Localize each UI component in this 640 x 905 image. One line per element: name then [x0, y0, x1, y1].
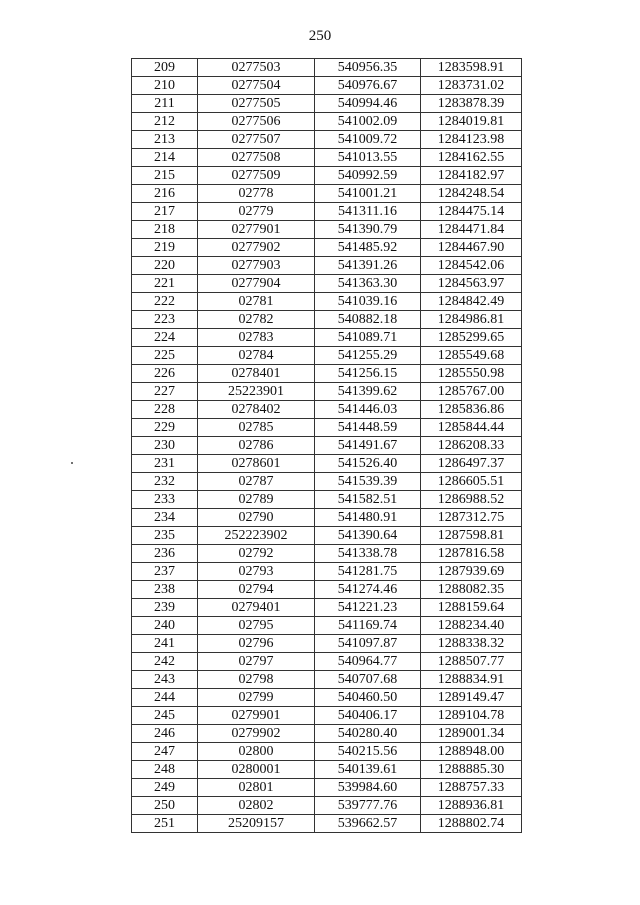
y-coordinate-cell: 1283598.91: [421, 59, 522, 77]
row-number-cell: 246: [132, 725, 198, 743]
x-coordinate-cell: 539662.57: [315, 815, 421, 833]
point-code-cell: 0278401: [198, 365, 315, 383]
row-number-cell: 247: [132, 743, 198, 761]
x-coordinate-cell: 541582.51: [315, 491, 421, 509]
y-coordinate-cell: 1284842.49: [421, 293, 522, 311]
x-coordinate-cell: 541391.26: [315, 257, 421, 275]
row-number-cell: 222: [132, 293, 198, 311]
y-coordinate-cell: 1284123.98: [421, 131, 522, 149]
x-coordinate-cell: 540956.35: [315, 59, 421, 77]
x-coordinate-cell: 541311.16: [315, 203, 421, 221]
x-coordinate-cell: 541001.21: [315, 185, 421, 203]
table-row: [132, 419, 522, 437]
point-code-cell: 02795: [198, 617, 315, 635]
point-code-cell: 02778: [198, 185, 315, 203]
point-code-cell: 252223902: [198, 527, 315, 545]
table-row: [132, 365, 522, 383]
row-number-cell: 232: [132, 473, 198, 491]
y-coordinate-cell: 1284248.54: [421, 185, 522, 203]
point-code-cell: 0279902: [198, 725, 315, 743]
x-coordinate-cell: 541480.91: [315, 509, 421, 527]
y-coordinate-cell: 1284182.97: [421, 167, 522, 185]
table-row: [132, 671, 522, 689]
x-coordinate-cell: 541363.30: [315, 275, 421, 293]
x-coordinate-cell: 541169.74: [315, 617, 421, 635]
y-coordinate-cell: 1286605.51: [421, 473, 522, 491]
table-row: [132, 95, 522, 113]
y-coordinate-cell: 1286988.52: [421, 491, 522, 509]
point-code-cell: 0279401: [198, 599, 315, 617]
row-number-cell: 214: [132, 149, 198, 167]
table-row: [132, 203, 522, 221]
table-row: [132, 491, 522, 509]
x-coordinate-cell: 539777.76: [315, 797, 421, 815]
x-coordinate-cell: 540139.61: [315, 761, 421, 779]
y-coordinate-cell: 1285550.98: [421, 365, 522, 383]
row-number-cell: 211: [132, 95, 198, 113]
y-coordinate-cell: 1288159.64: [421, 599, 522, 617]
point-code-cell: 02793: [198, 563, 315, 581]
point-code-cell: 02789: [198, 491, 315, 509]
table-row: [132, 257, 522, 275]
table-row: [132, 77, 522, 95]
y-coordinate-cell: 1287312.75: [421, 509, 522, 527]
x-coordinate-cell: 541390.64: [315, 527, 421, 545]
table-body: [132, 59, 522, 833]
point-code-cell: 02787: [198, 473, 315, 491]
row-number-cell: 239: [132, 599, 198, 617]
table-row: [132, 239, 522, 257]
table-row: [132, 779, 522, 797]
x-coordinate-cell: 541089.71: [315, 329, 421, 347]
table-row: [132, 527, 522, 545]
table-row: [132, 275, 522, 293]
x-coordinate-cell: 541338.78: [315, 545, 421, 563]
y-coordinate-cell: 1288948.00: [421, 743, 522, 761]
table-row: [132, 545, 522, 563]
x-coordinate-cell: 541281.75: [315, 563, 421, 581]
row-number-cell: 228: [132, 401, 198, 419]
row-number-cell: 242: [132, 653, 198, 671]
table-row: [132, 329, 522, 347]
y-coordinate-cell: 1286208.33: [421, 437, 522, 455]
y-coordinate-cell: 1284471.84: [421, 221, 522, 239]
table-row: [132, 599, 522, 617]
x-coordinate-cell: 540976.67: [315, 77, 421, 95]
stray-mark: [71, 462, 73, 464]
point-code-cell: 0280001: [198, 761, 315, 779]
page-number: 250: [308, 28, 332, 44]
x-coordinate-cell: 541446.03: [315, 401, 421, 419]
row-number-cell: 251: [132, 815, 198, 833]
y-coordinate-cell: 1287816.58: [421, 545, 522, 563]
point-code-cell: 02800: [198, 743, 315, 761]
row-number-cell: 236: [132, 545, 198, 563]
row-number-cell: 249: [132, 779, 198, 797]
row-number-cell: 209: [132, 59, 198, 77]
point-code-cell: 0277904: [198, 275, 315, 293]
y-coordinate-cell: 1284019.81: [421, 113, 522, 131]
x-coordinate-cell: 541491.67: [315, 437, 421, 455]
row-number-cell: 245: [132, 707, 198, 725]
row-number-cell: 233: [132, 491, 198, 509]
row-number-cell: 243: [132, 671, 198, 689]
point-code-cell: 02786: [198, 437, 315, 455]
x-coordinate-cell: 541039.16: [315, 293, 421, 311]
table-row: [132, 815, 522, 833]
y-coordinate-cell: 1283878.39: [421, 95, 522, 113]
point-code-cell: 25209157: [198, 815, 315, 833]
table-row: [132, 383, 522, 401]
table-row: [132, 635, 522, 653]
point-code-cell: 02790: [198, 509, 315, 527]
table-row: [132, 617, 522, 635]
table-row: [132, 167, 522, 185]
point-code-cell: 0277507: [198, 131, 315, 149]
x-coordinate-cell: 541002.09: [315, 113, 421, 131]
point-code-cell: 02785: [198, 419, 315, 437]
y-coordinate-cell: 1287598.81: [421, 527, 522, 545]
point-code-cell: 0279901: [198, 707, 315, 725]
x-coordinate-cell: 541255.29: [315, 347, 421, 365]
table-row: [132, 725, 522, 743]
point-code-cell: 02798: [198, 671, 315, 689]
table-row: [132, 311, 522, 329]
point-code-cell: 02801: [198, 779, 315, 797]
table-row: [132, 437, 522, 455]
y-coordinate-cell: 1289149.47: [421, 689, 522, 707]
x-coordinate-cell: 541539.39: [315, 473, 421, 491]
x-coordinate-cell: 541526.40: [315, 455, 421, 473]
point-code-cell: 0277508: [198, 149, 315, 167]
table-row: [132, 113, 522, 131]
row-number-cell: 217: [132, 203, 198, 221]
x-coordinate-cell: 541009.72: [315, 131, 421, 149]
row-number-cell: 221: [132, 275, 198, 293]
point-code-cell: 02797: [198, 653, 315, 671]
row-number-cell: 244: [132, 689, 198, 707]
x-coordinate-cell: 541390.79: [315, 221, 421, 239]
point-code-cell: 02779: [198, 203, 315, 221]
row-number-cell: 215: [132, 167, 198, 185]
table-row: [132, 293, 522, 311]
x-coordinate-cell: 541013.55: [315, 149, 421, 167]
y-coordinate-cell: 1288802.74: [421, 815, 522, 833]
row-number-cell: 226: [132, 365, 198, 383]
row-number-cell: 230: [132, 437, 198, 455]
y-coordinate-cell: 1284542.06: [421, 257, 522, 275]
y-coordinate-cell: 1284162.55: [421, 149, 522, 167]
table-row: [132, 347, 522, 365]
table-row: [132, 185, 522, 203]
x-coordinate-cell: 540882.18: [315, 311, 421, 329]
y-coordinate-cell: 1288885.30: [421, 761, 522, 779]
row-number-cell: 224: [132, 329, 198, 347]
row-number-cell: 220: [132, 257, 198, 275]
row-number-cell: 227: [132, 383, 198, 401]
point-code-cell: 0277902: [198, 239, 315, 257]
point-code-cell: 0277505: [198, 95, 315, 113]
point-code-cell: 0277903: [198, 257, 315, 275]
table-row: [132, 473, 522, 491]
row-number-cell: 234: [132, 509, 198, 527]
x-coordinate-cell: 540215.56: [315, 743, 421, 761]
x-coordinate-cell: 541097.87: [315, 635, 421, 653]
y-coordinate-cell: 1289001.34: [421, 725, 522, 743]
y-coordinate-cell: 1288834.91: [421, 671, 522, 689]
table-row: [132, 761, 522, 779]
point-code-cell: 0277504: [198, 77, 315, 95]
point-code-cell: 02802: [198, 797, 315, 815]
table-row: [132, 59, 522, 77]
row-number-cell: 240: [132, 617, 198, 635]
x-coordinate-cell: 541399.62: [315, 383, 421, 401]
table-row: [132, 221, 522, 239]
x-coordinate-cell: 539984.60: [315, 779, 421, 797]
row-number-cell: 235: [132, 527, 198, 545]
point-code-cell: 0277503: [198, 59, 315, 77]
point-code-cell: 02784: [198, 347, 315, 365]
row-number-cell: 216: [132, 185, 198, 203]
row-number-cell: 238: [132, 581, 198, 599]
y-coordinate-cell: 1288082.35: [421, 581, 522, 599]
table-row: [132, 149, 522, 167]
y-coordinate-cell: 1285299.65: [421, 329, 522, 347]
x-coordinate-cell: 540992.59: [315, 167, 421, 185]
row-number-cell: 219: [132, 239, 198, 257]
x-coordinate-cell: 541274.46: [315, 581, 421, 599]
table-row: [132, 401, 522, 419]
point-code-cell: 02781: [198, 293, 315, 311]
y-coordinate-cell: 1288936.81: [421, 797, 522, 815]
point-code-cell: 0278601: [198, 455, 315, 473]
point-code-cell: 0278402: [198, 401, 315, 419]
y-coordinate-cell: 1283731.02: [421, 77, 522, 95]
table-row: [132, 455, 522, 473]
table-row: [132, 131, 522, 149]
y-coordinate-cell: 1285549.68: [421, 347, 522, 365]
row-number-cell: 248: [132, 761, 198, 779]
row-number-cell: 223: [132, 311, 198, 329]
table-row: [132, 509, 522, 527]
row-number-cell: 212: [132, 113, 198, 131]
point-code-cell: 02794: [198, 581, 315, 599]
coordinates-table: [131, 58, 522, 833]
point-code-cell: 02783: [198, 329, 315, 347]
row-number-cell: 225: [132, 347, 198, 365]
x-coordinate-cell: 541448.59: [315, 419, 421, 437]
x-coordinate-cell: 540707.68: [315, 671, 421, 689]
point-code-cell: 0277506: [198, 113, 315, 131]
row-number-cell: 231: [132, 455, 198, 473]
point-code-cell: 02792: [198, 545, 315, 563]
table-row: [132, 581, 522, 599]
y-coordinate-cell: 1285767.00: [421, 383, 522, 401]
row-number-cell: 229: [132, 419, 198, 437]
table-row: [132, 797, 522, 815]
x-coordinate-cell: 541221.23: [315, 599, 421, 617]
table-row: [132, 563, 522, 581]
point-code-cell: 02782: [198, 311, 315, 329]
x-coordinate-cell: 540280.40: [315, 725, 421, 743]
row-number-cell: 241: [132, 635, 198, 653]
table-row: [132, 653, 522, 671]
point-code-cell: 02796: [198, 635, 315, 653]
point-code-cell: 0277901: [198, 221, 315, 239]
row-number-cell: 250: [132, 797, 198, 815]
y-coordinate-cell: 1286497.37: [421, 455, 522, 473]
y-coordinate-cell: 1288234.40: [421, 617, 522, 635]
point-code-cell: 02799: [198, 689, 315, 707]
row-number-cell: 213: [132, 131, 198, 149]
y-coordinate-cell: 1288507.77: [421, 653, 522, 671]
y-coordinate-cell: 1288757.33: [421, 779, 522, 797]
row-number-cell: 218: [132, 221, 198, 239]
x-coordinate-cell: 541256.15: [315, 365, 421, 383]
y-coordinate-cell: 1285844.44: [421, 419, 522, 437]
x-coordinate-cell: 540406.17: [315, 707, 421, 725]
y-coordinate-cell: 1289104.78: [421, 707, 522, 725]
y-coordinate-cell: 1288338.32: [421, 635, 522, 653]
y-coordinate-cell: 1285836.86: [421, 401, 522, 419]
point-code-cell: 0277509: [198, 167, 315, 185]
x-coordinate-cell: 540460.50: [315, 689, 421, 707]
y-coordinate-cell: 1284986.81: [421, 311, 522, 329]
table-row: [132, 707, 522, 725]
x-coordinate-cell: 540994.46: [315, 95, 421, 113]
y-coordinate-cell: 1284563.97: [421, 275, 522, 293]
y-coordinate-cell: 1284467.90: [421, 239, 522, 257]
row-number-cell: 210: [132, 77, 198, 95]
table-row: [132, 743, 522, 761]
x-coordinate-cell: 541485.92: [315, 239, 421, 257]
x-coordinate-cell: 540964.77: [315, 653, 421, 671]
y-coordinate-cell: 1284475.14: [421, 203, 522, 221]
table-row: [132, 689, 522, 707]
y-coordinate-cell: 1287939.69: [421, 563, 522, 581]
row-number-cell: 237: [132, 563, 198, 581]
point-code-cell: 25223901: [198, 383, 315, 401]
